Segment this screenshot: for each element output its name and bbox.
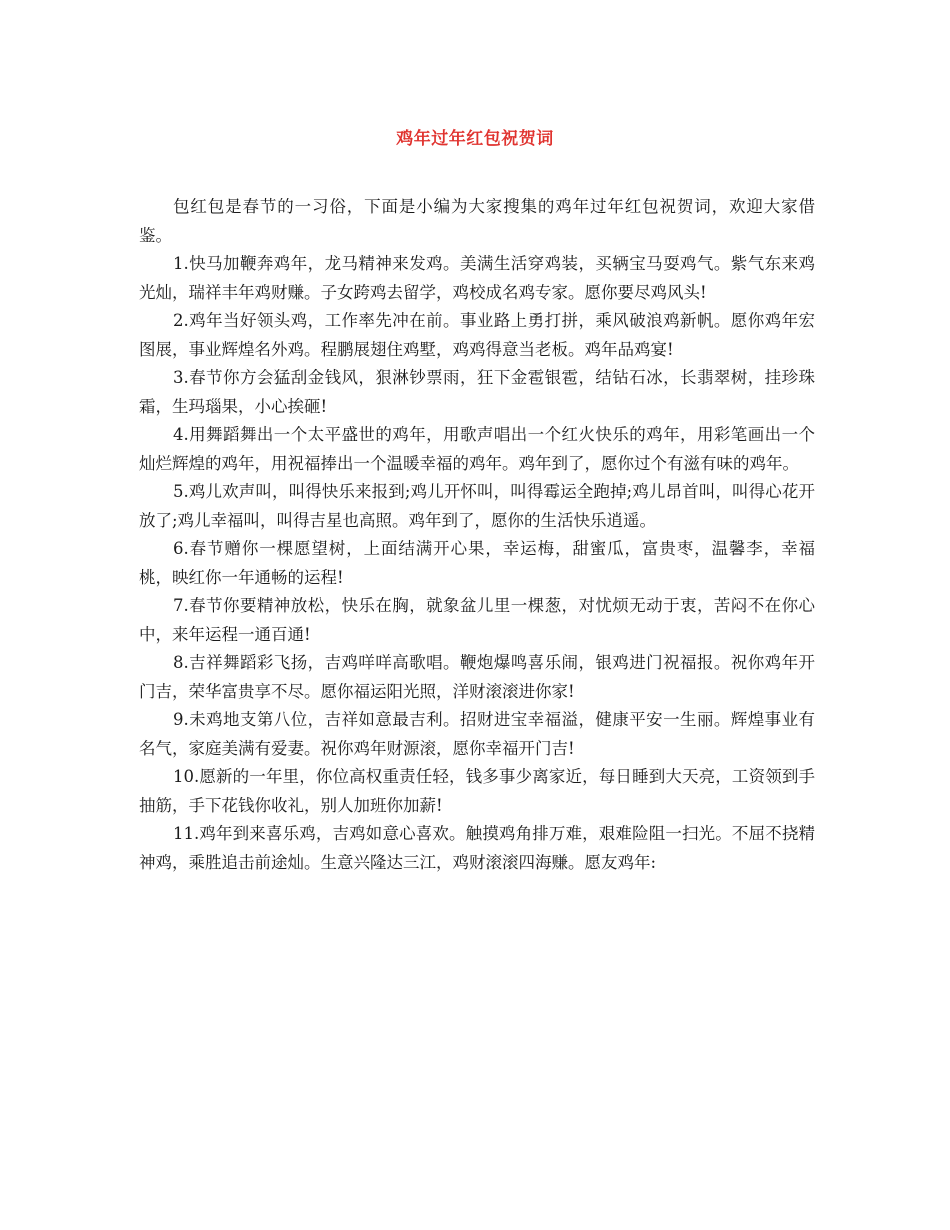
paragraph-5: 5.鸡儿欢声叫，叫得快乐来报到;鸡儿开怀叫，叫得霉运全跑掉;鸡儿昂首叫，叫得心花开放了;鸡儿幸福叫，叫得吉星也高照。鸡年到了，愿你的生活快乐逍遥。 — [139, 482, 815, 530]
paragraph-4: 4.用舞蹈舞出一个太平盛世的鸡年，用歌声唱出一个红火快乐的鸡年，用彩笔画出一个灿烂辉煌的鸡年，用祝福捧出一个温暖幸福的鸡年。鸡年到了，愿你过个有滋有味的鸡年。 — [139, 425, 815, 473]
document-body — [139, 193, 815, 877]
paragraph-3: 3.春节你方会猛刮金钱风，狠淋钞票雨，狂下金雹银雹，结钻石冰，长翡翠树，挂珍珠霜，生玛瑙果，小心挨砸! — [139, 368, 815, 416]
document-title: 鸡年过年红包祝贺词 — [396, 129, 554, 149]
paragraph-intro: 包红包是春节的一习俗，下面是小编为大家搜集的鸡年过年红包祝贺词，欢迎大家借鉴。 — [139, 197, 815, 245]
paragraph-2: 2.鸡年当好领头鸡，工作率先冲在前。事业路上勇打拼，乘风破浪鸡新帆。愿你鸡年宏图展，事业辉煌名外鸡。程鹏展翅住鸡墅，鸡鸡得意当老板。鸡年品鸡宴! — [139, 311, 815, 359]
paragraph-6: 6.春节赠你一棵愿望树，上面结满开心果，幸运梅，甜蜜瓜，富贵枣，温馨李，幸福桃，映红你一年通畅的运程! — [139, 539, 815, 587]
paragraph-1: 1.快马加鞭奔鸡年，龙马精神来发鸡。美满生活穿鸡装，买辆宝马耍鸡气。紫气东来鸡光灿，瑞祥丰年鸡财赚。子女跨鸡去留学，鸡校成名鸡专家。愿你要尽鸡风头! — [139, 254, 815, 302]
paragraph-11: 11.鸡年到来喜乐鸡，吉鸡如意心喜欢。触摸鸡角排万难，艰难险阻一扫光。不屈不挠精神鸡，乘胜追击前途灿。生意兴隆达三江，鸡财滚滚四海赚。愿友鸡年: — [139, 824, 815, 872]
paragraph-7: 7.春节你要精神放松，快乐在胸，就象盆儿里一棵葱，对忧烦无动于衷，苦闷不在你心中，来年运程一通百通! — [139, 596, 815, 644]
paragraph-8: 8.吉祥舞蹈彩飞扬，吉鸡咩咩高歌唱。鞭炮爆鸣喜乐闹，银鸡进门祝福报。祝你鸡年开门吉，荣华富贵享不尽。愿你福运阳光照，洋财滚滚进你家! — [139, 653, 815, 701]
paragraph-9: 9.未鸡地支第八位，吉祥如意最吉利。招财进宝幸福溢，健康平安一生丽。辉煌事业有名气，家庭美满有爱妻。祝你鸡年财源滚，愿你幸福开门吉! — [139, 710, 815, 758]
paragraph-10: 10.愿新的一年里，你位高权重责任轻，钱多事少离家近，每日睡到大天亮，工资领到手抽筋，手下花钱你收礼，别人加班你加薪! — [139, 767, 815, 815]
